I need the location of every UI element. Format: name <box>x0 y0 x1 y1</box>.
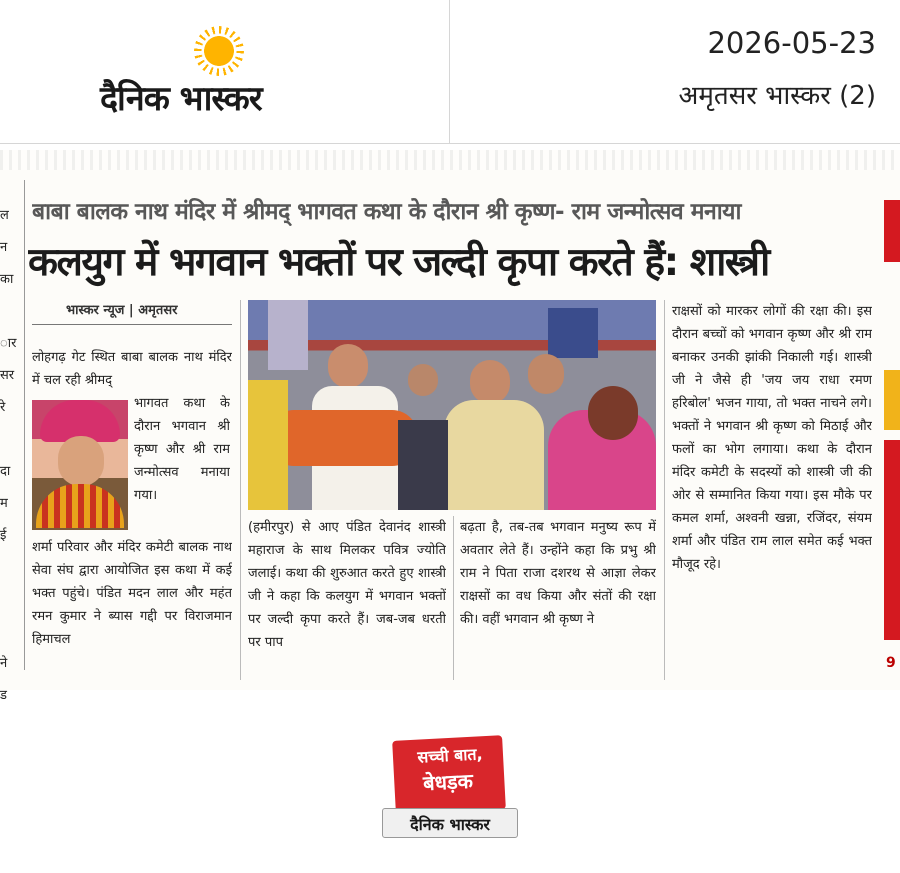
ad-strip <box>884 440 900 640</box>
clipping-torn-edge <box>0 150 900 170</box>
child-in-cloth <box>268 410 418 466</box>
header-divider <box>449 0 450 143</box>
left-edge-fragment <box>0 616 22 648</box>
person-head <box>328 344 368 388</box>
slogan-line-1: सच्ची बात, <box>416 744 484 767</box>
photo-window <box>548 308 598 358</box>
logo-brand-text: दैनिक भास्कर <box>100 79 262 119</box>
dainik-bhaskar-logo <box>100 28 340 118</box>
celebration-photo <box>248 300 656 510</box>
article-column-1-top: लोहगढ़ गेट स्थित बाबा बालक नाथ मंदिर में चल रही श्रीमद् <box>32 350 232 388</box>
article-column-1-wrap: भागवत कथा के दौरान भगवान श्री कृष्ण और श्री राम जन्मोत्सव मनाया गया। <box>134 396 230 503</box>
person-head <box>528 354 564 394</box>
person-body <box>248 380 288 510</box>
app-header <box>0 0 900 144</box>
face-shape <box>58 436 104 486</box>
left-edge-fragment <box>0 424 22 456</box>
right-adjacent-ad <box>884 200 900 680</box>
left-edge-fragment <box>0 584 22 616</box>
article-byline: भास्कर न्यूज | अमृतसर <box>66 303 178 318</box>
column-divider <box>24 180 25 670</box>
left-edge-fragment: दा <box>0 464 11 479</box>
ad-strip <box>884 200 900 262</box>
left-edge-fragment <box>0 296 22 328</box>
left-edge-fragment: ल <box>0 208 9 223</box>
newspaper-roll <box>382 808 518 838</box>
left-edge-fragment: ने <box>0 656 8 671</box>
left-edge-fragment: सर <box>0 368 15 383</box>
article-column-2: (हमीरपुर) से आए पंडित देवानंद शास्त्री महाराज के साथ मिलकर पवित्र ज्योति जलाई। कथा की शुरुआत करते हुए शास्त्री जी ने कहा कि कलयुग में भगवान भक्तों पर जल्दी कृपा करते हैं। जब-जब धरती पर पाप <box>248 520 446 650</box>
photo-window <box>268 300 308 370</box>
slogan-line-2: बेधड़क <box>422 768 474 796</box>
article-headline: कलयुग में भगवान भक्तों पर जल्दी कृपा करते हैं: शास्त्री <box>28 240 769 285</box>
ad-strip <box>884 370 900 430</box>
person-head <box>588 386 638 440</box>
sun-icon <box>200 32 238 70</box>
priest-inset-photo <box>32 400 128 530</box>
article-column-1-bottom: शर्मा परिवार और मंदिर कमेटी बालक नाथ सेवा संघ द्वारा आयोजित इस कथा में कई भक्त पहुंचे। पंडित मदन लाल और महंत रमन कुमार ने ब्यास गद्दी पर विराजमान हिमाचल <box>32 540 232 647</box>
left-edge-fragment: रे <box>0 400 6 415</box>
article-column-3: बढ़ता है, तब-तब भगवान मनुष्य रूप में अवतार लेते हैं। उन्होंने कहा कि प्रभु श्री राम ने पिता राजा दशरथ से आज्ञा लेकर राक्षसों का वध किया और संतों की रक्षा की। वहीं भगवान श्री कृष्ण ने <box>460 520 656 627</box>
left-edge-fragment: ई <box>0 528 7 543</box>
person-head <box>408 364 438 396</box>
column-divider <box>664 300 665 680</box>
left-adjacent-column <box>0 200 22 703</box>
left-edge-fragment: म <box>0 496 8 511</box>
left-edge-fragment: का <box>0 272 14 287</box>
person-head <box>470 360 510 404</box>
edition-name[interactable]: अमृतसर भास्कर (2) <box>678 81 876 111</box>
byline-rule <box>32 324 232 325</box>
ad-fragment-text: 9 <box>886 655 896 671</box>
column-divider <box>453 516 454 680</box>
edition-date: 2026-05-23 <box>707 26 876 60</box>
left-edge-fragment <box>0 552 22 584</box>
column-divider <box>240 300 241 680</box>
left-edge-fragment: न <box>0 240 8 255</box>
footer-slogan-logo <box>380 738 520 842</box>
person-body <box>444 400 544 510</box>
person-body <box>398 420 448 510</box>
left-edge-fragment: ार <box>0 336 17 351</box>
article-column-4: राक्षसों को मारकर लोगों की रक्षा की। इस दौरान बच्चों को भगवान कृष्ण और श्री राम बनाकर उनकी झांकी निकाली गई। शास्त्री जी ने जैसे ही 'जय जय राधा रमण हरिबोल' भजन गाया, तो भक्त नाचने लगे। भक्तों ने भगवान श्री कृष्ण को मिठाई और फलों का भोग लगाया। कथा के दौरान मंदिर कमेटी के सदस्यों को शास्त्री जी की ओर से सम्मानित किया गया। इस मौके पर कमल शर्मा, अश्वनी खन्ना, रजिंदर, संयम शर्मा और पंडित राम लाल समेत कई भक्त मौजूद रहे। <box>672 304 872 572</box>
garland-shape <box>36 484 124 528</box>
footer-brand-text: दैनिक भास्कर <box>410 815 490 834</box>
left-edge-fragment: ड <box>0 688 7 703</box>
article-kicker: बाबा बालक नाथ मंदिर में श्रीमद् भागवत कथा के दौरान श्री कृष्ण- राम जन्मोत्सव मनाया <box>32 199 741 225</box>
